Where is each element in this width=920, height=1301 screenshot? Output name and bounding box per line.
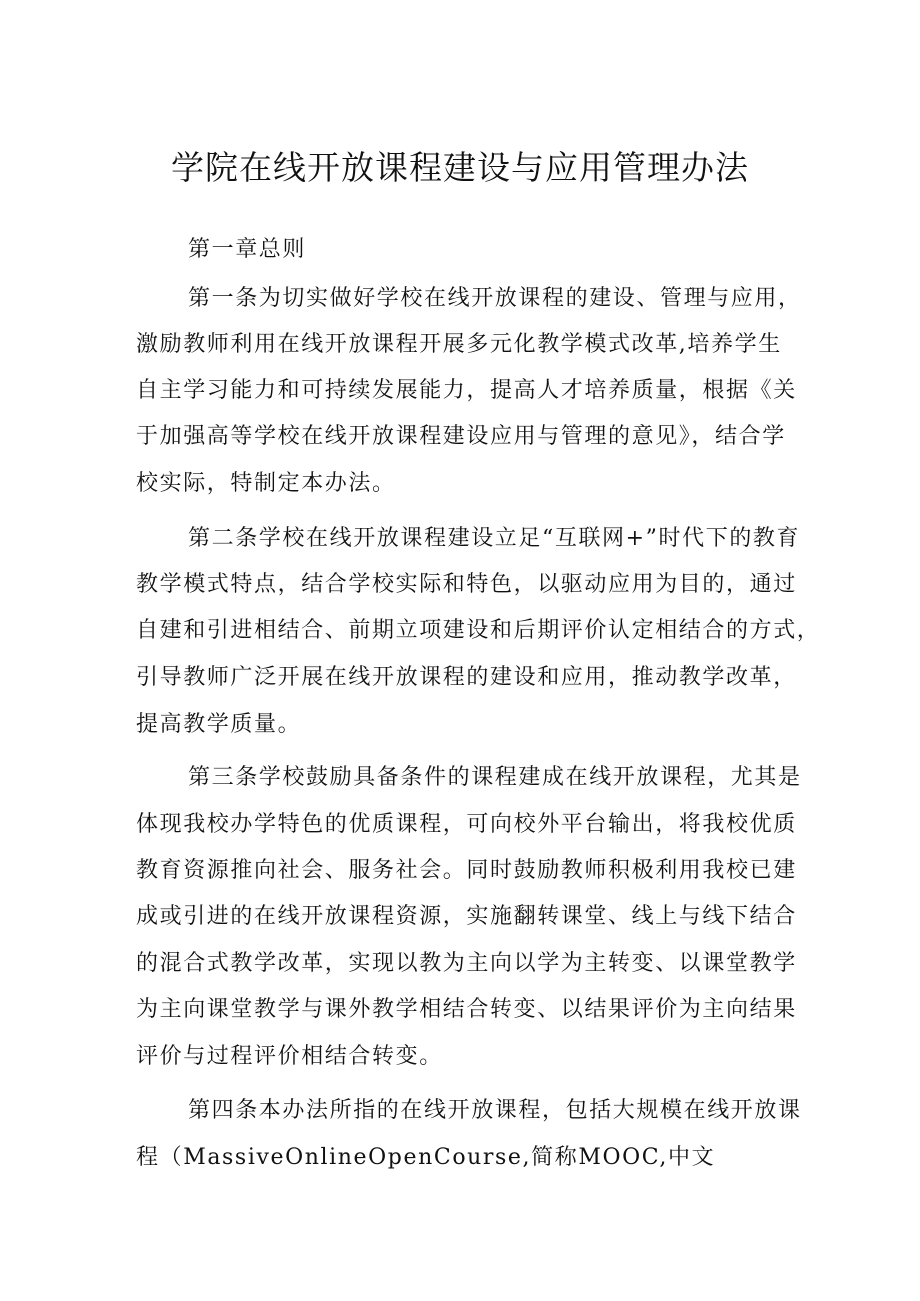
article-3-line: 教育资源推向社会、服务社会。同时鼓励教师积极利用我校已建 xyxy=(136,858,797,883)
article-1-line: 第一条为切实做好学校在线开放课程的建设、管理与应用， xyxy=(188,286,802,311)
article-4-line: 第四条本办法所指的在线开放课程，包括大规模在线开放课 xyxy=(188,1098,802,1123)
article-2-line: 教学模式特点，结合学校实际和特色，以驱动应用为目的，通过 xyxy=(136,572,797,597)
article-3-line: 第三条学校鼓励具备条件的课程建成在线开放课程，尤其是 xyxy=(188,765,802,790)
article-2-line: 提高教学质量。 xyxy=(136,712,302,737)
article-3-line: 体现我校办学特色的优质课程，可向校外平台输出，将我校优质 xyxy=(136,812,797,837)
article-3-line: 为主向课堂教学与课外教学相结合转变、以结果评价为主向结果 xyxy=(136,997,797,1022)
article-2-line: 自建和引进相结合、前期立项建设和后期评价认定相结合的方式， xyxy=(136,618,821,643)
article-3-line: 评价与过程评价相结合转变。 xyxy=(136,1044,443,1069)
article-1-line: 校实际，特制定本办法。 xyxy=(136,471,396,496)
article-1-line: 激励教师利用在线开放课程开展多元化教学模式改革,培养学生 xyxy=(136,332,782,357)
article-3-line: 的混合式教学改革，实现以教为主向以学为主转变、以课堂教学 xyxy=(136,951,797,976)
document-title: 学院在线开放课程建设与应用管理办法 xyxy=(171,148,749,187)
article-4-line: 程（MassiveOnlineOpenCourse,简称MOOC,中文 xyxy=(136,1145,716,1170)
article-1-line: 于加强高等学校在线开放课程建设应用与管理的意见》，结合学 xyxy=(136,424,786,449)
chapter-heading: 第一章总则 xyxy=(188,237,307,262)
article-2-line: 引导教师广泛开展在线开放课程的建设和应用，推动教学改革， xyxy=(136,665,797,690)
article-3-line: 成或引进的在线开放课程资源，实施翻转课堂、线上与线下结合 xyxy=(136,904,797,929)
article-1-line: 自主学习能力和可持续发展能力，提高人才培养质量，根据《关 xyxy=(136,378,797,403)
article-2-line: 第二条学校在线开放课程建设立足“互联网+”时代下的教育 xyxy=(188,526,801,551)
